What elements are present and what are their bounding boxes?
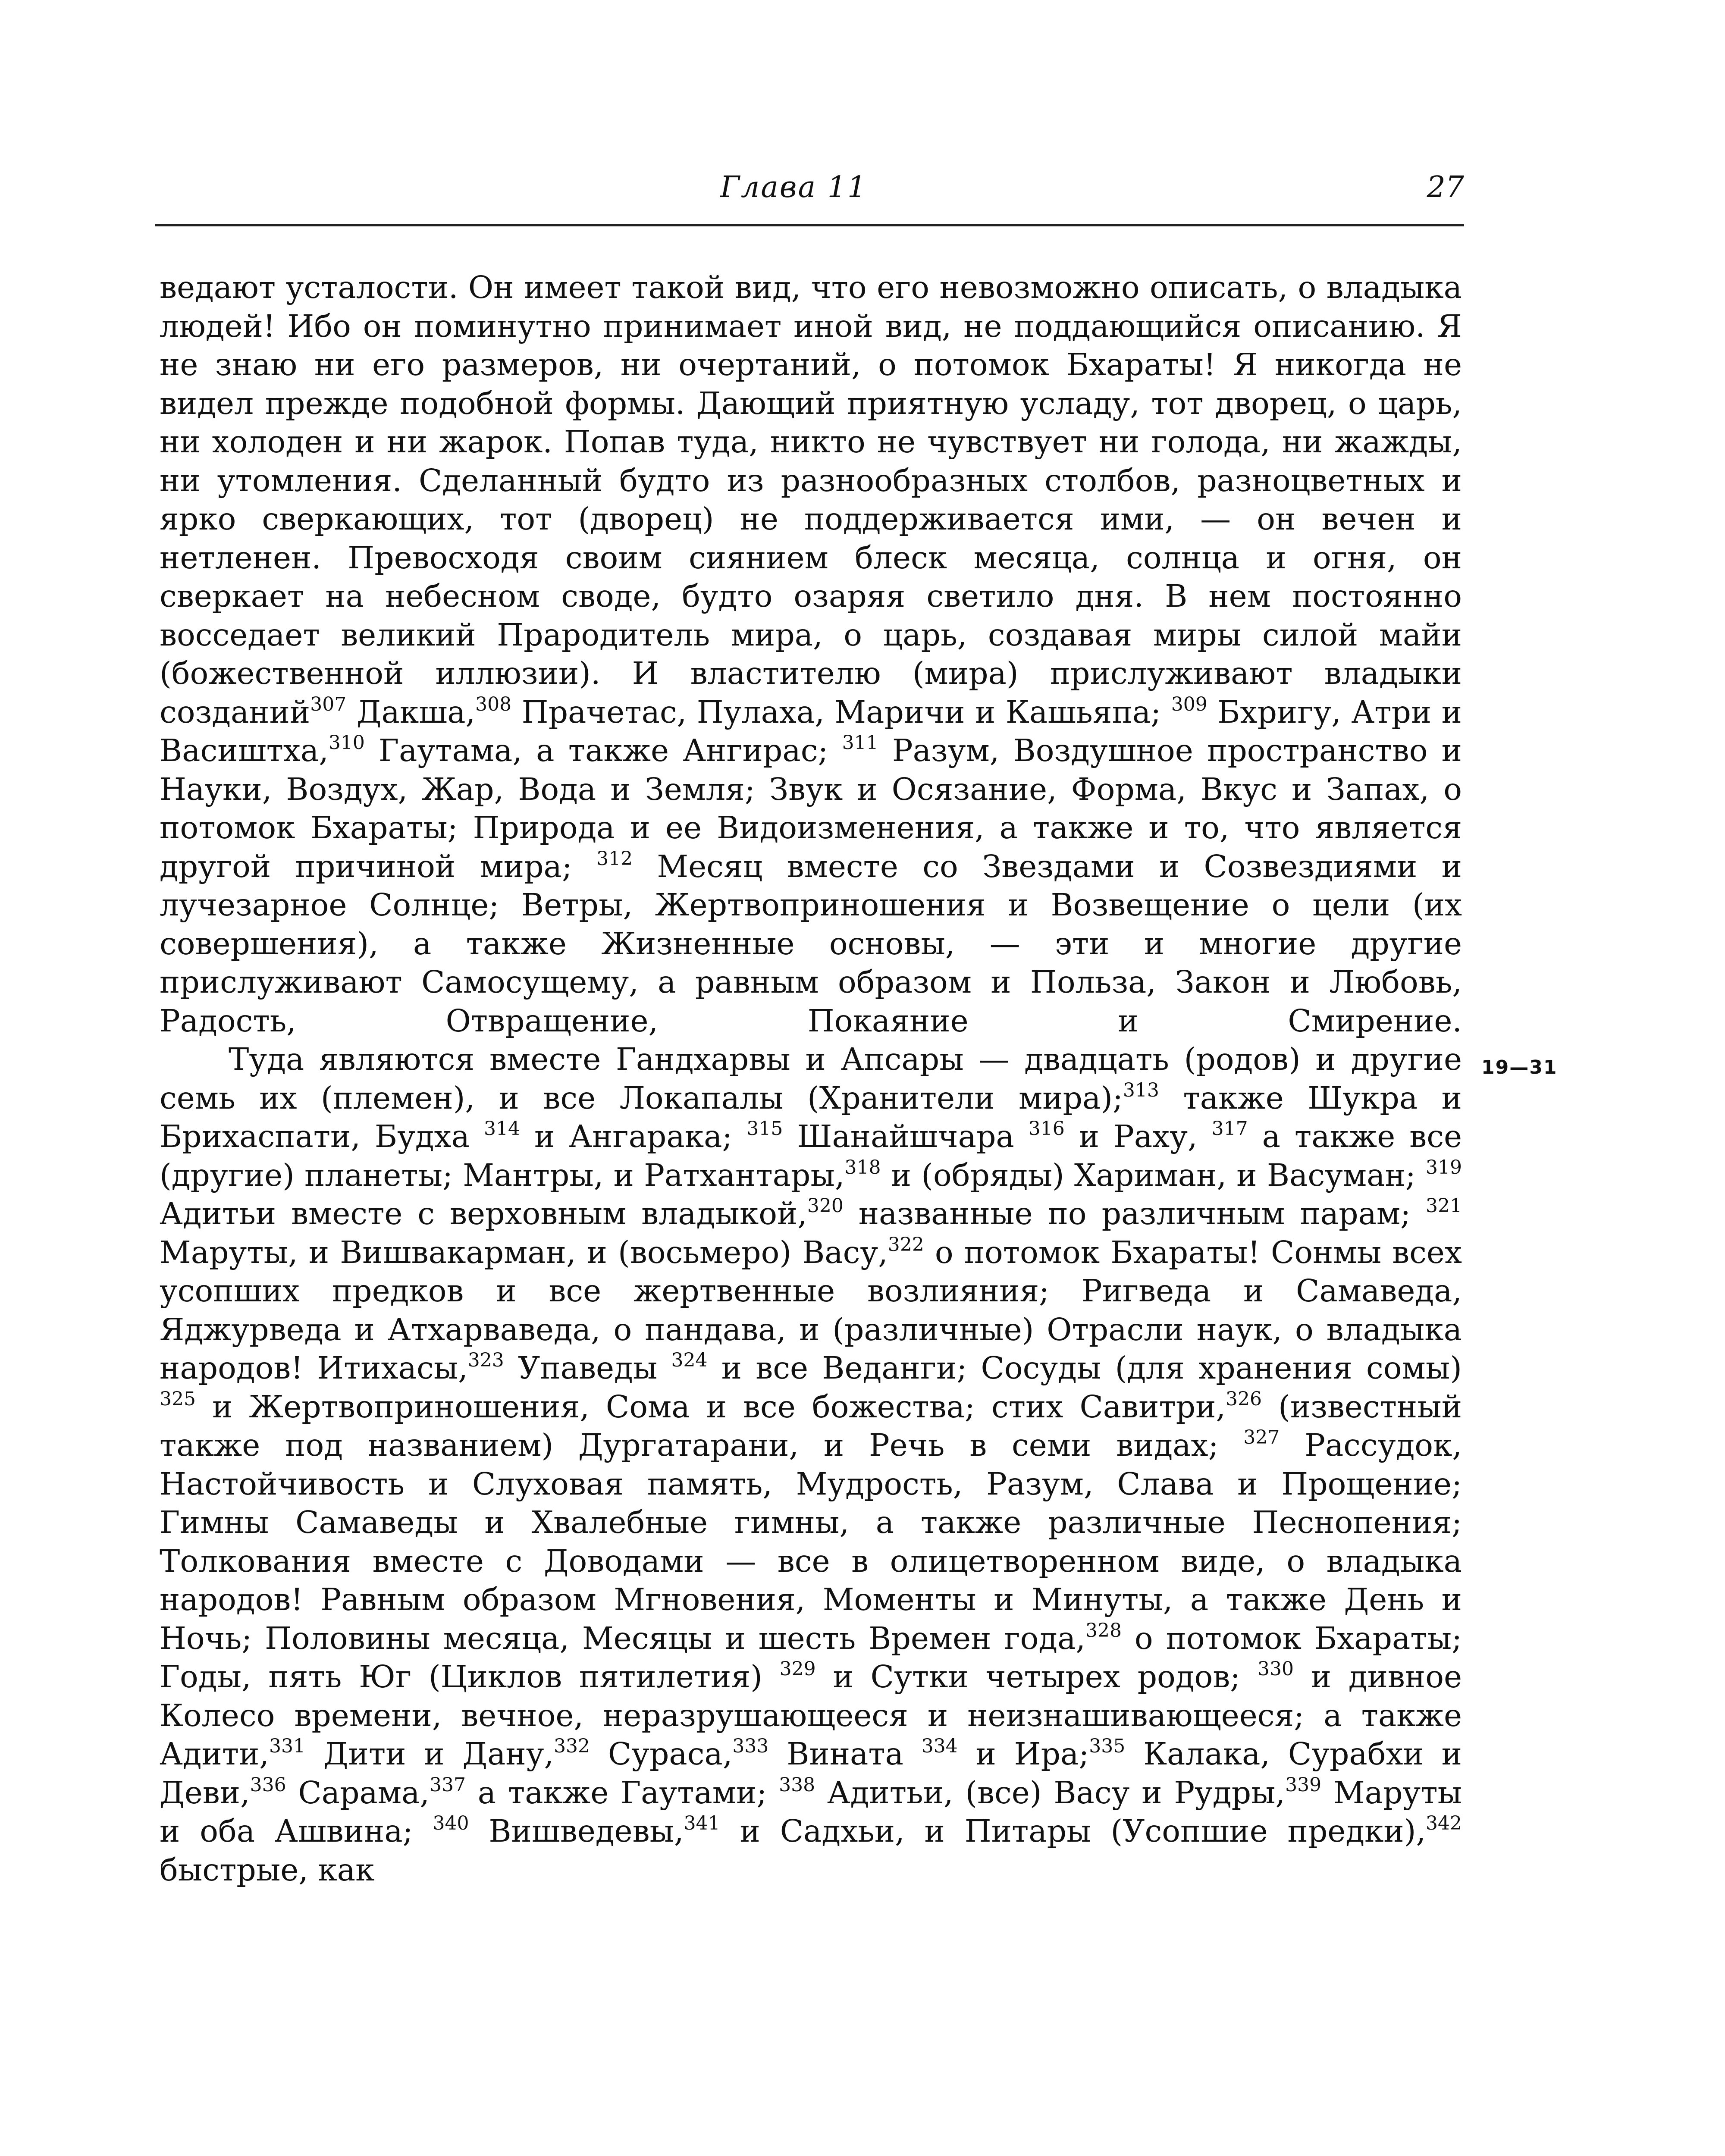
text-segment: и Садхьи, и Питары (Усопшие предки), xyxy=(720,1813,1426,1849)
footnote-ref-319: 319 xyxy=(1426,1156,1462,1178)
footnote-ref-325: 325 xyxy=(160,1388,196,1410)
footnote-ref-328: 328 xyxy=(1085,1619,1122,1642)
text-segment: и (обряды) Хариман, и Васуман; xyxy=(881,1157,1426,1193)
footnote-ref-329: 329 xyxy=(779,1658,816,1680)
footnote-ref-333: 333 xyxy=(732,1735,769,1757)
text-segment: и дивное Колесо времени, вечное, неразрушающееся и неизнашивающееся; а также Адити, xyxy=(160,1659,1462,1772)
footnote-ref-334: 334 xyxy=(921,1735,958,1757)
text-segment: Шанайшчара xyxy=(783,1119,1029,1154)
footnote-ref-323: 323 xyxy=(467,1349,504,1371)
text-segment: также Шукра и Брихаспати, Будха xyxy=(160,1080,1462,1154)
text-segment: Маруты и оба Ашвина; xyxy=(160,1774,1462,1849)
text-segment: Адитьи, (все) Васу и Рудры, xyxy=(815,1774,1286,1811)
text-segment: быстрые, как xyxy=(160,1852,375,1888)
text-segment: Гаутама, а также Ангирас; xyxy=(364,733,842,768)
text-segment: о потомок Бхараты; Годы, пять Юг (Циклов пятилетия) xyxy=(160,1620,1462,1695)
page-header xyxy=(155,170,1464,213)
text-segment: и Раху, xyxy=(1064,1119,1212,1154)
footnote-ref-315: 315 xyxy=(746,1118,783,1140)
text-segment: Сураса, xyxy=(590,1736,733,1772)
footnote-ref-330: 330 xyxy=(1257,1658,1294,1680)
main-text xyxy=(160,268,1462,1889)
text-segment: (известный также под названием) Дургатарани, и Речь в семи видах; xyxy=(160,1388,1462,1463)
footnote-ref-342: 342 xyxy=(1426,1812,1462,1834)
footnote-ref-332: 332 xyxy=(554,1735,590,1757)
margin-verse-range: 19—31 xyxy=(1481,1056,1558,1078)
text-segment: и все Веданги; Сосуды (для хранения сомы) xyxy=(707,1350,1462,1386)
text-segment: Прачетас, Пулаха, Маричи и Кашьяпа; xyxy=(511,694,1171,730)
text-segment: и Ангарака; xyxy=(520,1119,747,1154)
footnote-ref-339: 339 xyxy=(1285,1774,1322,1796)
footnote-ref-313: 313 xyxy=(1123,1079,1159,1101)
footnote-ref-311: 311 xyxy=(842,732,878,754)
paragraph-1-text: ведают усталости. Он имеет такой вид, что его невозможно описать, о владыка людей! Ибо он поминутно принимает иной вид, не поддающийся описанию. Я не знаю ни его размеров, ни очертаний, о потомок Бхараты! Я никогда не видел прежде подобной формы. Дающий приятную усладу, тот дворец, о царь, ни холоден и ни жарок. Попав туда, никто не чувствует ни голода, ни жажды, ни утомления. Сделанный будто из разнообразных столбов, разноцветных и ярко сверкающих, тот (дворец) не поддерживается ими, — он вечен и нетленен. Превосходя своим сиянием блеск месяца, солнца и огня, он сверкает на небесном своде, будто озаряя светило дня. В нем постоянно восседает великий Прародитель мира, о царь, создавая миры силой майи (божественной иллюзии). И властителю (мира) прислуживают владыки созданий xyxy=(160,270,1462,730)
footnote-ref-309: 309 xyxy=(1171,693,1208,715)
text-segment: Маруты, и Вишвакарман, и (восьмеро) Васу, xyxy=(160,1234,888,1270)
footnote-ref-327: 327 xyxy=(1243,1426,1280,1448)
paragraph-2 xyxy=(160,1040,1462,1889)
text-segment: а также все (другие) планеты; Мантры, и Ратхантары, xyxy=(160,1119,1462,1193)
text-segment: Месяц вместе со Звездами и Созвездиями и лучезарное Солнце; Ветры, Жертвоприношения и Возвещение о цели (их совершения), а также Жизненные основы, — эти и многие другие прислуживают Самосущему, а равным образом и Польза, Закон и Любовь, Радость, Отвращение, Покаяние и Смирение. xyxy=(160,848,1462,1039)
footnote-ref-336: 336 xyxy=(250,1774,286,1796)
footnote-ref-307: 307 xyxy=(310,693,347,715)
text-segment: Рассудок, Настойчивость и Слуховая память, Мудрость, Разум, Слава и Прощение; Гимны Самаведы и Хвалебные гимны, а также различные Песнопения; Толкования вместе с Доводами — все в олицетворенном виде, о владыка народов! Равным образом Мгновения, Моменты и Минуты, а также День и Ночь; Половины месяца, Месяцы и шесть Времен года, xyxy=(160,1427,1462,1656)
footnote-ref-338: 338 xyxy=(779,1774,815,1796)
text-segment: Упаведы xyxy=(504,1350,671,1386)
footnote-ref-320: 320 xyxy=(807,1195,844,1217)
footnote-ref-335: 335 xyxy=(1089,1735,1126,1757)
paragraph-2-parts xyxy=(160,1080,1462,1888)
footnote-ref-310: 310 xyxy=(328,732,365,754)
footnote-ref-340: 340 xyxy=(433,1812,469,1834)
footnote-ref-324: 324 xyxy=(671,1349,708,1371)
running-title: Глава 11 xyxy=(720,170,868,204)
paragraph-2-text: Туда являются вместе Гандхарвы и Апсары — двадцать (родов) и другие семь их (племен), и все Локапалы (Хранители мира); xyxy=(160,1041,1462,1116)
footnote-ref-337: 337 xyxy=(429,1774,466,1796)
footnote-ref-321: 321 xyxy=(1426,1195,1462,1217)
footnote-ref-341: 341 xyxy=(684,1812,720,1834)
text-segment: Сарама, xyxy=(286,1774,430,1811)
text-segment: о потомок Бхараты! Сонмы всех усопших предков и все жертвенные возлияния; Ригведа и Самаведа, Яджурведа и Атхарваведа, о пандава, и (различные) Отрасли наук, о владыка народов! Итихасы, xyxy=(160,1234,1462,1386)
text-segment: Бхригу, Атри и Васиштха, xyxy=(160,694,1462,768)
text-segment: Калака, Сурабхи и Деви, xyxy=(160,1736,1462,1811)
footnote-ref-322: 322 xyxy=(888,1233,924,1256)
text-segment: Адитьи вместе с верховным владыкой, xyxy=(160,1196,807,1232)
text-segment: Вишведевы, xyxy=(469,1813,684,1849)
footnote-ref-316: 316 xyxy=(1028,1118,1065,1140)
text-segment: а также Гаутами; xyxy=(465,1774,779,1811)
text-segment: Дити и Дану, xyxy=(305,1736,554,1772)
page-number: 27 xyxy=(1427,170,1464,204)
footnote-ref-326: 326 xyxy=(1226,1388,1262,1410)
text-segment: Разум, Воздушное пространство и Науки, Воздух, Жар, Вода и Земля; Звук и Осязание, Форма, Вкус и Запах, о потомок Бхараты; Природа и ее Видоизменения, а также и то, что является другой причиной мира; xyxy=(160,733,1462,884)
paragraph-1 xyxy=(160,268,1462,1040)
footnote-ref-308: 308 xyxy=(475,693,512,715)
text-segment: и Ира; xyxy=(957,1736,1089,1772)
footnote-ref-314: 314 xyxy=(483,1118,520,1140)
paragraph-1-parts xyxy=(160,694,1462,1039)
text-segment: Вината xyxy=(768,1736,922,1772)
footnote-ref-318: 318 xyxy=(844,1156,881,1178)
text-segment: Дакша, xyxy=(346,694,476,730)
header-rule xyxy=(155,224,1464,226)
footnote-ref-312: 312 xyxy=(596,847,633,870)
text-segment: и Сутки четырех родов; xyxy=(815,1659,1258,1695)
text-segment: названные по различным парам; xyxy=(843,1196,1426,1232)
footnote-ref-317: 317 xyxy=(1211,1118,1248,1140)
text-segment: и Жертвоприношения, Сома и все божества; стих Савитри, xyxy=(195,1388,1226,1425)
footnote-ref-331: 331 xyxy=(269,1735,305,1757)
